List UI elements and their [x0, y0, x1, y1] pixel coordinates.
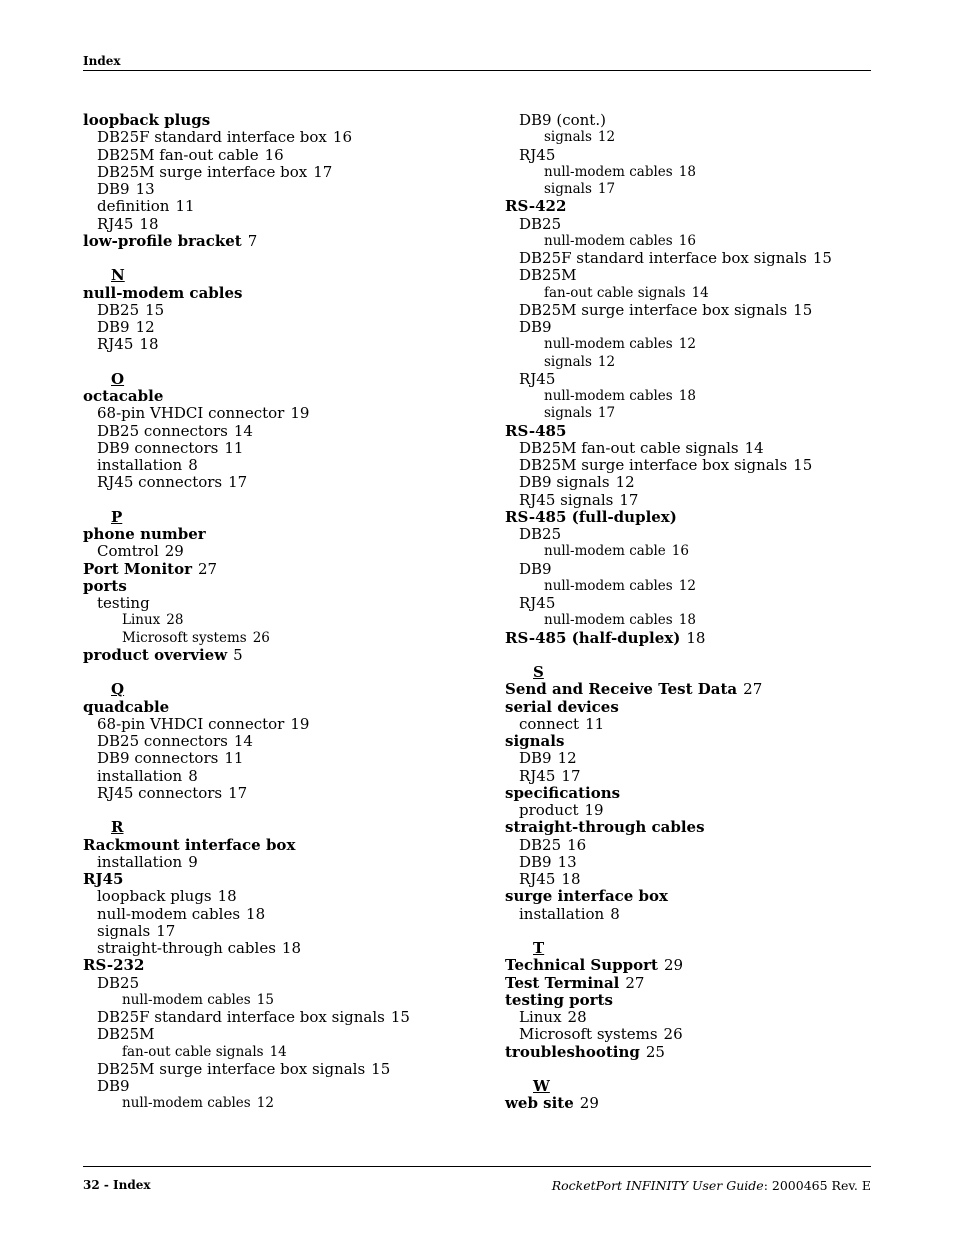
index-term: ports — [83, 576, 127, 595]
index-term: signals — [505, 732, 565, 750]
index-term: quadcable — [83, 697, 170, 716]
index-entry — [505, 975, 885, 992]
index-term: product — [519, 801, 579, 819]
index-subentry — [83, 733, 483, 750]
index-page-number: 11 — [585, 714, 605, 733]
index-subentry — [83, 181, 483, 198]
index-term: null-modem cable — [544, 543, 666, 560]
index-page-number: 11 — [224, 438, 244, 457]
index-term: DB9 connectors — [97, 749, 219, 768]
index-term: loopback plugs — [97, 887, 212, 906]
index-subentry — [83, 423, 483, 440]
index-page-number: 19 — [584, 801, 604, 819]
index-term: RS-485 (full-duplex) — [505, 507, 677, 526]
index-term: null-modem cables — [544, 232, 673, 249]
index-term: DB25F standard interface box signals — [97, 1008, 385, 1026]
index-page-number: 19 — [290, 404, 310, 423]
index-column-left — [83, 112, 483, 1113]
index-section-letter: P — [111, 507, 123, 526]
index-entry — [505, 733, 885, 750]
index-subentry — [83, 164, 483, 181]
index-page-number: 12 — [678, 336, 696, 353]
index-term: DB9 — [97, 318, 130, 336]
index-term: signals — [544, 129, 592, 146]
index-page-number: 15 — [390, 1008, 410, 1026]
index-subentry — [83, 595, 483, 612]
index-term: null-modem cables — [544, 577, 673, 594]
index-subentry — [83, 768, 483, 785]
index-subentry — [83, 474, 483, 491]
index-page-number: 29 — [663, 956, 684, 975]
index-term: signals — [97, 921, 151, 940]
index-subentry — [505, 302, 885, 319]
index-term: DB9 — [519, 852, 552, 871]
index-page-number: 13 — [557, 852, 577, 871]
index-page-number: 18 — [678, 388, 696, 404]
index-page-number: 11 — [224, 749, 244, 768]
index-subentry — [83, 1009, 483, 1026]
index-subentry — [83, 1078, 483, 1095]
index-entry — [505, 888, 885, 905]
index-page-number: 18 — [281, 939, 301, 957]
index-page-number: 12 — [135, 318, 155, 336]
index-page-number: 9 — [188, 852, 198, 871]
index-page-number: 13 — [135, 180, 155, 198]
index-page-number: 28 — [567, 1008, 587, 1026]
index-subentry — [83, 923, 483, 940]
index-subentry — [83, 854, 483, 871]
index-term: RJ45 — [519, 594, 556, 612]
index-term: signals — [544, 353, 592, 370]
index-subentry — [505, 1026, 885, 1043]
index-page-number: 16 — [332, 128, 352, 147]
index-page-number: 14 — [691, 284, 709, 301]
index-term: RJ45 connectors — [97, 473, 223, 492]
index-page-number: 8 — [188, 456, 198, 474]
index-column-right — [505, 112, 885, 1113]
index-gap — [505, 647, 885, 664]
index-page-number: 12 — [597, 129, 616, 146]
index-term: RS-422 — [505, 197, 567, 216]
index-subentry — [83, 440, 483, 457]
index-term: DB25M fan-out cable — [97, 145, 259, 164]
index-page-number: 12 — [557, 749, 577, 768]
index-gap — [83, 492, 483, 509]
index-subentry — [505, 474, 885, 491]
index-term: surge interface box — [505, 887, 668, 906]
index-term: DB25 connectors — [97, 732, 228, 750]
index-entry — [83, 871, 483, 888]
index-gap — [83, 664, 483, 681]
index-subentry — [505, 319, 885, 336]
index-term: DB25M surge interface box signals — [519, 456, 788, 474]
index-term: RJ45 connectors — [97, 783, 223, 802]
index-term: null-modem cables — [544, 336, 673, 353]
index-subentry — [83, 216, 483, 233]
index-page-number: 15 — [812, 249, 832, 267]
index-page-number: 15 — [145, 300, 165, 319]
index-page-number: 12 — [678, 577, 696, 594]
index-term: DB25F standard interface box signals — [519, 249, 807, 267]
index-subentry — [505, 388, 885, 405]
index-subentry — [83, 543, 483, 560]
index-term: product overview — [83, 645, 228, 664]
index-entry — [83, 837, 483, 854]
index-subentry — [83, 612, 483, 629]
index-term: 68-pin VHDCI connector — [97, 714, 285, 733]
index-page-number: 17 — [156, 921, 176, 940]
index-subentry — [505, 233, 885, 250]
index-page-number: 18 — [217, 887, 237, 906]
index-entry — [83, 285, 483, 302]
index-term: signals — [544, 181, 592, 197]
index-subentry — [83, 1061, 483, 1078]
index-subentry — [83, 336, 483, 353]
index-term: DB25M surge interface box signals — [519, 300, 788, 319]
running-head: Index — [83, 54, 121, 68]
index-term: Send and Receive Test Data — [505, 680, 738, 699]
index-page-number: 29 — [579, 1094, 599, 1113]
index-entry — [83, 388, 483, 405]
index-subentry — [505, 716, 885, 733]
index-page-number: 16 — [567, 835, 587, 854]
index-section-letter: O — [111, 369, 125, 388]
index-page-number: 17 — [597, 405, 616, 422]
index-page-number: 5 — [233, 645, 243, 664]
index-subentry — [505, 129, 885, 146]
index-subentry — [505, 405, 885, 422]
index-term: connect — [519, 714, 580, 733]
index-entry — [505, 423, 885, 440]
index-term: loopback plugs — [83, 111, 211, 129]
index-entry — [83, 526, 483, 543]
index-page-number: 18 — [139, 214, 159, 233]
index-term: straight-through cables — [505, 818, 705, 837]
index-term: null-modem cables — [544, 388, 673, 404]
index-page-number: 14 — [744, 438, 764, 457]
index-page-number: 16 — [671, 543, 689, 560]
index-term: DB25 — [519, 214, 562, 233]
index-term: DB25M surge interface box — [97, 162, 308, 181]
index-subentry — [505, 440, 885, 457]
index-subentry — [505, 371, 885, 388]
index-term: fan-out cable signals — [544, 284, 686, 301]
index-page-number: 11 — [175, 197, 195, 216]
index-term: RJ45 — [519, 870, 556, 888]
index-term: Port Monitor — [83, 559, 192, 578]
index-subentry — [505, 612, 885, 629]
index-page-number: 7 — [247, 231, 258, 250]
index-page-number: 27 — [625, 973, 645, 992]
index-subentry — [505, 285, 885, 302]
footer-doc-title — [552, 1178, 871, 1193]
index-term: DB25 — [97, 300, 140, 319]
index-page-number: 27 — [743, 680, 763, 699]
index-term: phone number — [83, 525, 206, 543]
index-subentry — [83, 302, 483, 319]
index-page-number: 26 — [663, 1025, 683, 1044]
index-term: Comtrol — [97, 542, 159, 561]
index-term: straight-through cables — [97, 939, 276, 957]
index-term: Rackmount interface box — [83, 835, 296, 854]
index-entry — [83, 957, 483, 974]
index-gap — [83, 250, 483, 267]
index-term: web site — [505, 1094, 574, 1113]
index-term: DB9 — [519, 559, 552, 578]
index-section-letter: S — [533, 663, 544, 681]
index-term: DB9 (cont.) — [519, 111, 606, 129]
index-gap — [83, 802, 483, 819]
index-subentry — [505, 768, 885, 785]
index-term: null-modem cables — [122, 991, 251, 1008]
index-page-number: 16 — [678, 232, 696, 249]
index-page-number: 8 — [188, 766, 198, 785]
index-subentry — [83, 147, 483, 164]
index-page-number: 17 — [313, 162, 333, 181]
index-section-letter: N — [111, 266, 125, 285]
index-term: troubleshooting — [505, 1042, 640, 1061]
footer-guide-title: RocketPort INFINITY User Guide — [551, 1178, 764, 1193]
index-page-number: 17 — [597, 181, 616, 197]
index-subentry — [505, 336, 885, 353]
index-page-number: 8 — [610, 904, 620, 923]
index-term: low-profile bracket — [83, 231, 242, 250]
index-subentry — [505, 595, 885, 612]
index-page-number: 16 — [264, 145, 284, 164]
index-entry — [83, 233, 483, 250]
index-term: DB25 — [519, 525, 562, 543]
index-subentry — [83, 785, 483, 802]
index-term: null-modem cables — [97, 904, 241, 923]
index-page-number: 18 — [678, 612, 696, 629]
index-subentry — [505, 802, 885, 819]
index-page-number: 18 — [246, 904, 266, 923]
index-subentry — [83, 716, 483, 733]
index-term: testing ports — [505, 990, 613, 1009]
index-page-number: 18 — [678, 163, 696, 180]
index-term: signals — [544, 405, 592, 422]
index-gap — [505, 1061, 885, 1078]
index-term: Technical Support — [505, 956, 658, 975]
index-subentry — [505, 1009, 885, 1026]
index-subentry — [83, 630, 483, 647]
footer-rule — [83, 1166, 871, 1167]
index-page-number: 17 — [619, 490, 639, 509]
index-term: RJ45 signals — [519, 490, 614, 509]
index-gap — [505, 923, 885, 940]
index-term: null-modem cables — [544, 163, 673, 180]
index-term: RS-232 — [83, 956, 145, 975]
index-page-number: 15 — [793, 300, 813, 319]
index-subentry — [83, 992, 483, 1009]
index-term: null-modem cables — [122, 1095, 251, 1112]
index-subentry — [505, 112, 885, 129]
index-subentry — [505, 578, 885, 595]
index-subentry — [505, 837, 885, 854]
index-subentry — [505, 216, 885, 233]
index-entry — [83, 647, 483, 664]
index-entry — [83, 699, 483, 716]
index-entry — [83, 561, 483, 578]
index-section-letter: W — [533, 1077, 550, 1095]
index-page-number: 12 — [256, 1095, 274, 1112]
index-term: DB9 signals — [519, 473, 610, 492]
index-page-number: 29 — [164, 542, 184, 561]
index-term: Test Terminal — [505, 973, 620, 992]
index-term: installation — [97, 766, 183, 785]
index-entry — [505, 819, 885, 836]
index-entry — [505, 785, 885, 802]
index-entry — [505, 699, 885, 716]
index-entry — [505, 630, 885, 647]
index-section-letter: R — [111, 818, 124, 837]
header-rule — [83, 70, 871, 71]
index-subentry — [83, 1026, 483, 1043]
index-subentry — [505, 267, 885, 284]
index-page-number: 25 — [645, 1042, 665, 1061]
footer-page-label: 32 - Index — [83, 1178, 151, 1192]
index-term: DB9 — [97, 1077, 130, 1095]
index-subentry — [505, 492, 885, 509]
index-term: DB25M — [519, 266, 577, 285]
index-page-number: 28 — [166, 612, 184, 629]
index-page-number: 14 — [269, 1043, 287, 1060]
index-term: RS-485 (half-duplex) — [505, 628, 681, 647]
index-term: DB9 — [519, 749, 552, 768]
index-subentry — [83, 1095, 483, 1112]
index-term: Linux — [519, 1008, 562, 1026]
index-page-number: 26 — [252, 629, 270, 646]
index-term: definition — [97, 197, 170, 216]
index-entry — [83, 112, 483, 129]
index-term: installation — [97, 852, 183, 871]
index-term: DB25F standard interface box — [97, 128, 327, 147]
index-term: DB25M surge interface box signals — [97, 1059, 366, 1078]
index-term: DB25 — [97, 973, 140, 992]
index-term: RS-485 — [505, 421, 567, 440]
index-page-number: 15 — [793, 456, 813, 474]
index-subentry — [505, 147, 885, 164]
index-page-number: 12 — [615, 473, 635, 492]
index-subentry — [505, 354, 885, 371]
index-term: octacable — [83, 387, 164, 405]
index-entry — [505, 1095, 885, 1112]
index-subentry — [505, 871, 885, 888]
index-page-number: 12 — [597, 353, 616, 370]
index-page-number: 17 — [228, 473, 248, 492]
index-term: 68-pin VHDCI connector — [97, 404, 285, 423]
index-term: fan-out cable signals — [122, 1043, 264, 1060]
index-subentry — [83, 1044, 483, 1061]
index-gap — [83, 354, 483, 371]
index-subentry — [83, 319, 483, 336]
index-subentry — [505, 906, 885, 923]
index-term: RJ45 — [97, 214, 134, 233]
index-subentry — [83, 405, 483, 422]
index-term: specifications — [505, 783, 621, 802]
index-term: Microsoft systems — [519, 1025, 658, 1044]
index-entry — [505, 957, 885, 974]
index-page-number: 18 — [561, 870, 581, 888]
index-subentry — [505, 164, 885, 181]
index-subentry — [83, 129, 483, 146]
index-page-number: 18 — [139, 335, 159, 354]
index-term: RJ45 — [519, 145, 556, 164]
index-page-number: 27 — [197, 559, 218, 578]
index-subentry — [505, 854, 885, 871]
index-subentry — [83, 750, 483, 767]
index-term: testing — [97, 594, 150, 612]
index-subentry — [83, 906, 483, 923]
index-term: DB25 — [519, 835, 562, 854]
footer-doc-number: : 2000465 Rev. E — [763, 1178, 871, 1193]
index-subentry — [505, 561, 885, 578]
index-subentry — [505, 250, 885, 267]
index-subentry — [83, 888, 483, 905]
index-term: RJ45 — [97, 335, 134, 354]
index-term: RJ45 — [519, 766, 556, 785]
index-subentry — [505, 181, 885, 198]
index-entry — [505, 681, 885, 698]
index-term: serial devices — [505, 697, 619, 716]
index-term: DB9 — [97, 180, 130, 198]
index-term: DB25 connectors — [97, 421, 228, 440]
index-entry — [505, 1044, 885, 1061]
index-term: Microsoft systems — [122, 629, 247, 646]
index-term: null-modem cables — [544, 612, 673, 629]
index-page-number: 17 — [228, 783, 248, 802]
index-subentry — [505, 526, 885, 543]
index-term: Linux — [122, 612, 161, 629]
index-term: DB25M — [97, 1025, 155, 1044]
index-entry — [83, 578, 483, 595]
index-subentry — [505, 457, 885, 474]
index-entry — [505, 992, 885, 1009]
index-term: installation — [97, 456, 183, 474]
index-term: null-modem cables — [83, 283, 243, 302]
index-term: RJ45 — [519, 369, 556, 388]
index-term: RJ45 — [83, 870, 124, 888]
index-subentry — [83, 940, 483, 957]
index-page-number: 17 — [561, 766, 581, 785]
index-entry — [505, 198, 885, 215]
index-section-letter: T — [533, 939, 545, 957]
index-subentry — [83, 457, 483, 474]
index-page-number: 19 — [290, 714, 310, 733]
index-term: DB9 — [519, 318, 552, 336]
index-term: DB9 connectors — [97, 438, 219, 457]
index-page-number: 15 — [371, 1059, 391, 1078]
index-subentry — [505, 750, 885, 767]
index-subentry — [83, 198, 483, 215]
index-term: installation — [519, 904, 605, 923]
index-subentry — [505, 543, 885, 560]
index-entry — [505, 509, 885, 526]
index-page-number: 14 — [233, 421, 253, 440]
index-page-number: 15 — [256, 991, 274, 1008]
index-term: DB25M fan-out cable signals — [519, 438, 739, 457]
index-page-number: 18 — [686, 628, 706, 647]
index-page-number: 14 — [233, 732, 253, 750]
index-subentry — [83, 975, 483, 992]
index-section-letter: Q — [111, 680, 125, 699]
